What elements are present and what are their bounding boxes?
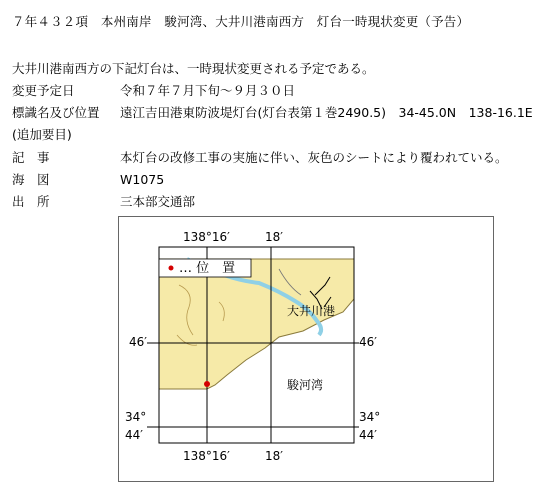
value-remarks: 本灯台の改修工事の実施に伴い、灰色のシートにより覆われている。 [120, 150, 508, 165]
lat-label-46-right: 46′ [359, 335, 377, 349]
lat-label-34-right: 34° [359, 410, 381, 424]
lat-label-44-left: 44′ [125, 428, 143, 442]
lat-label-46-left: 46′ [129, 335, 147, 349]
label-additional-items: (追加要目) [12, 127, 72, 142]
notice-lead: 大井川港南西方の下記灯台は、一時現状変更される予定である。 [12, 61, 375, 76]
place-label-port: 大井川港 [287, 304, 336, 318]
value-aid-name-position: 遠江吉田港東防波堤灯台(灯台表第１巻2490.5) 34-45.0N 138-16.1E [120, 105, 533, 120]
land-area [159, 259, 354, 389]
label-source: 出 所 [12, 194, 50, 209]
value-source: 三本部交通部 [120, 194, 196, 209]
value-chart: W1075 [120, 172, 165, 187]
chart-map-drawing [119, 217, 493, 481]
chart-map [118, 216, 494, 482]
value-change-date: 令和７年７月下旬～９月３０日 [120, 83, 296, 98]
lat-label-34-left: 34° [125, 410, 147, 424]
lon-label-138-16-bottom: 138°16′ [183, 449, 230, 463]
position-marker [204, 381, 210, 387]
lat-label-44-right: 44′ [359, 428, 377, 442]
label-change-date: 変更予定日 [12, 83, 75, 98]
label-aid-name-position: 標識名及び位置 [12, 105, 100, 120]
lon-label-18: 18′ [265, 230, 283, 244]
notice-title: ７年４３２項 本州南岸 駿河湾、大井川港南西方 灯台一時現状変更（予告） [12, 14, 470, 29]
legend-label: … 位 置 [179, 261, 236, 276]
legend-marker [169, 266, 174, 271]
place-label-bay: 駿河湾 [287, 378, 324, 392]
lon-label-138-16: 138°16′ [183, 230, 230, 244]
label-chart: 海 図 [12, 172, 50, 187]
lon-label-18-bottom: 18′ [265, 449, 283, 463]
label-remarks: 記 事 [12, 150, 50, 165]
